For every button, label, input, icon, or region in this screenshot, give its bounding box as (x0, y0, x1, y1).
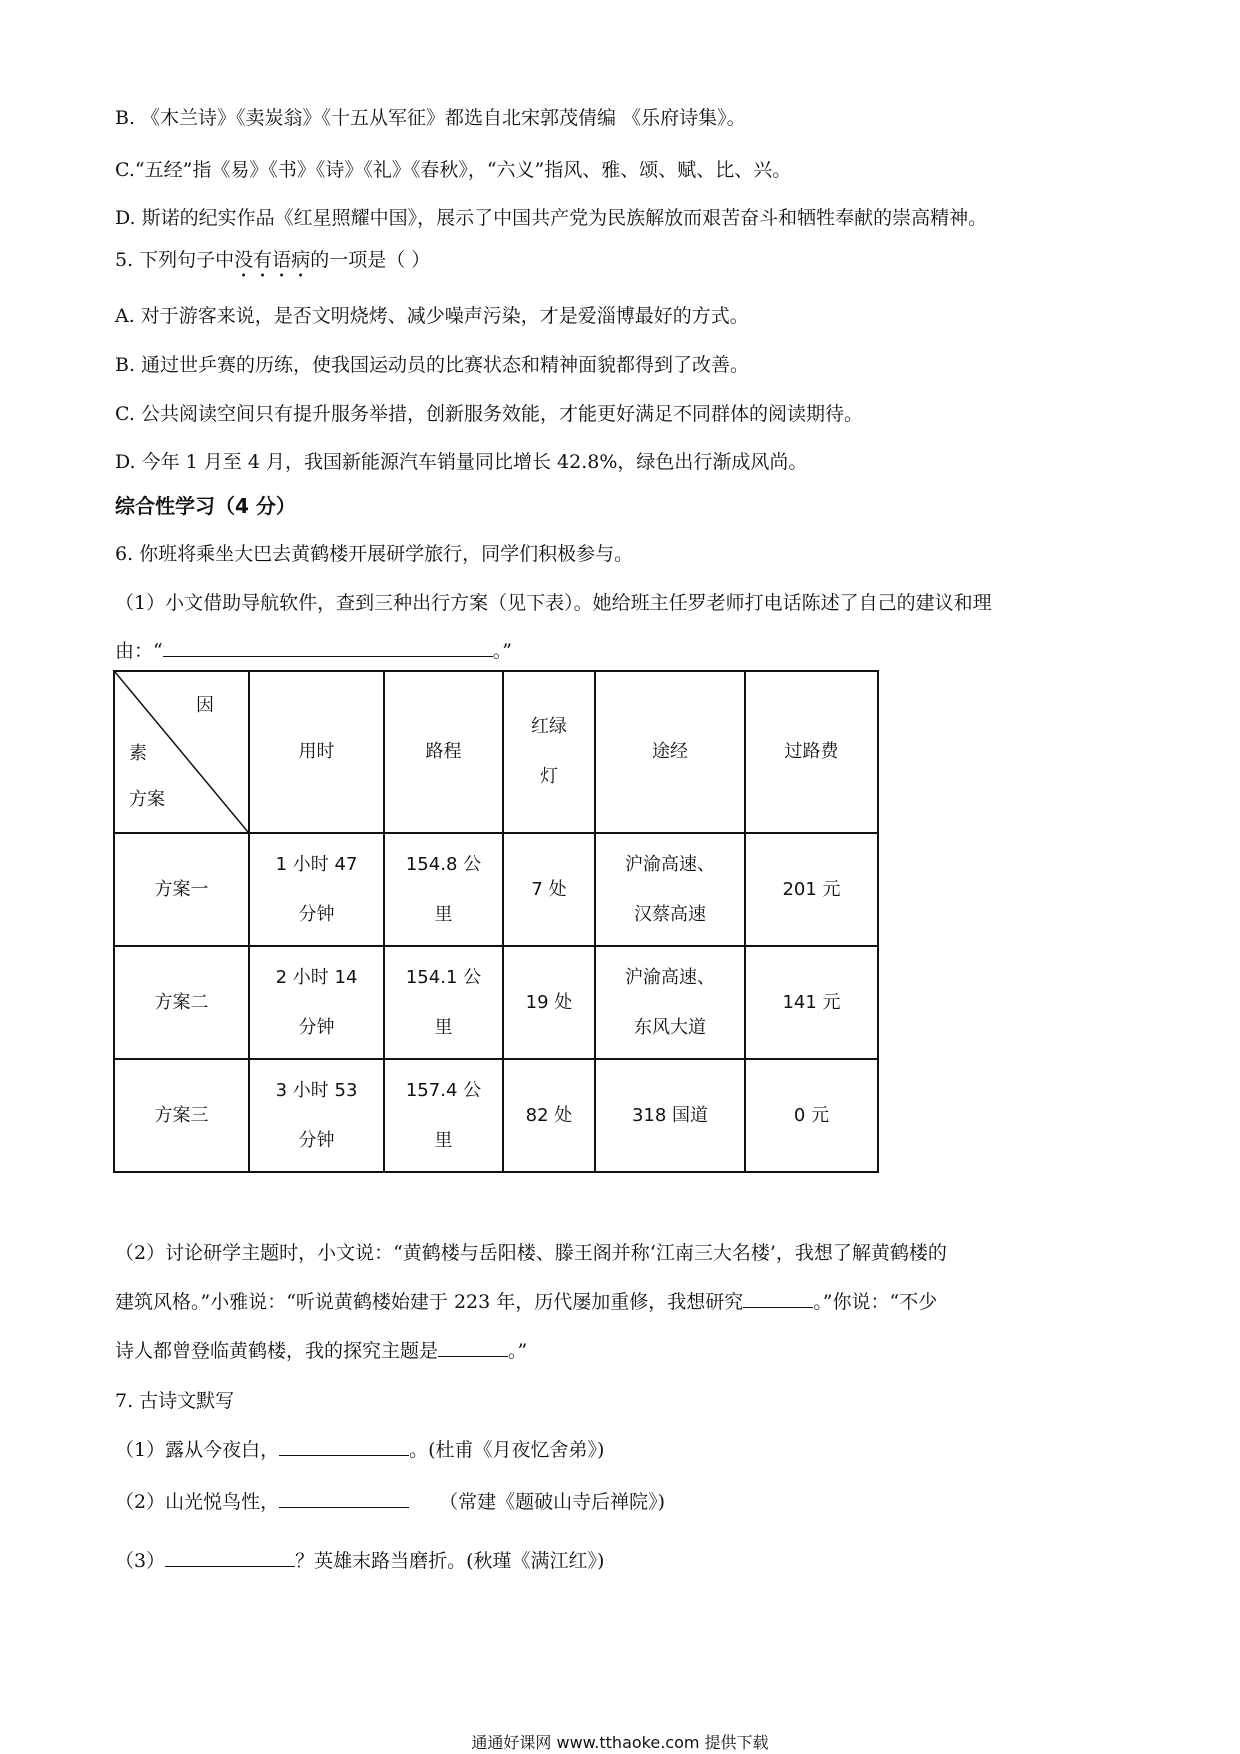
q7-blank-2[interactable] (279, 1489, 409, 1508)
q6-part2-blank-1[interactable] (743, 1289, 813, 1308)
plan-lights: 19 处 (503, 946, 595, 1059)
plan-route-1: 沪渝高速、 (625, 966, 715, 988)
plan-toll: 0 元 (745, 1059, 878, 1172)
q7-line-1-a: （1）露从今夜白， (115, 1439, 280, 1461)
header-toll: 过路费 (745, 671, 878, 833)
plan-distance (384, 833, 503, 946)
section-title: 综合性学习（4 分） (115, 494, 296, 518)
q5-option-c: C. 公共阅读空间只有提升服务举措，创新服务效能，才能更好满足不同群体的阅读期待。 (115, 403, 863, 425)
table-row (114, 833, 878, 946)
plan-time-1: 1 小时 47 (275, 853, 358, 875)
plan-route-2: 东风大道 (634, 1016, 706, 1038)
plan-route (595, 833, 745, 946)
plan-distance (384, 1059, 503, 1172)
plan-time (249, 1059, 384, 1172)
q6-part2-line3 (115, 1338, 527, 1364)
q6-part1-line1: （1）小文借助导航软件，查到三种出行方案（见下表）。她给班主任罗老师打电话陈述了自己的建议和理 (115, 592, 992, 614)
q6-part2-text-b: 。”你说：“不少 (813, 1291, 938, 1313)
q7-line-2 (115, 1489, 665, 1515)
plan-distance-2: 里 (434, 1016, 453, 1038)
plan-distance-1: 157.4 公 (405, 1079, 482, 1101)
plan-time-2: 分钟 (298, 1016, 335, 1038)
q7-blank-1[interactable] (279, 1437, 409, 1456)
plan-time-1: 3 小时 53 (275, 1079, 358, 1101)
q5-option-b: B. 通过世乒赛的历练，使我国运动员的比赛状态和精神面貌都得到了改善。 (115, 354, 750, 376)
q6-part2-text-d: 。” (508, 1340, 528, 1362)
plan-distance-1: 154.1 公 (405, 966, 482, 988)
q4-option-d: D. 斯诺的纪实作品《红星照耀中国》，展示了中国共产党为民族解放而艰苦奋斗和牺牲奉献的崇高精神。 (115, 207, 988, 229)
q6-part2-text-c: 诗人都曾登临黄鹤楼，我的探究主题是 (115, 1340, 439, 1362)
q7-line-1 (115, 1437, 604, 1463)
q7-line-2-a: （2）山光悦鸟性， (115, 1491, 280, 1513)
header-lights-2: 灯 (540, 766, 558, 787)
corner-label-top: 因 (196, 695, 214, 716)
q7-line-2-b: （常建《题破山寺后禅院》) (439, 1491, 666, 1513)
plan-time-1: 2 小时 14 (275, 966, 358, 988)
q6-part2-line1: （2）讨论研学主题时，小文说：“黄鹤楼与岳阳楼、滕王阁并称‘江南三大名楼’，我想了解黄鹤楼的 (115, 1242, 947, 1264)
q7-line-3-a: （3） (115, 1550, 166, 1572)
q5-stem-prefix: 5. 下列句子中 (115, 249, 235, 271)
plan-lights: 7 处 (503, 833, 595, 946)
header-route: 途经 (595, 671, 745, 833)
q5-option-d: D. 今年 1 月至 4 月，我国新能源汽车销量同比增长 42.8%，绿色出行渐成风尚。 (115, 451, 808, 473)
table-row (114, 1059, 878, 1172)
plan-time-2: 分钟 (298, 1129, 335, 1151)
q7-stem: 7. 古诗文默写 (115, 1390, 235, 1412)
q6-part1-line2 (115, 638, 512, 664)
q5-option-a: A. 对于游客来说，是否文明烧烤、减少噪声污染，才是爱淄博最好的方式。 (115, 305, 749, 327)
plan-name: 方案二 (114, 946, 249, 1059)
plan-distance-1: 154.8 公 (405, 853, 482, 875)
q5-stem-emphasis: 没有语病 (234, 249, 311, 271)
plan-toll: 201 元 (745, 833, 878, 946)
header-time: 用时 (249, 671, 384, 833)
plan-time (249, 946, 384, 1059)
q6-part2-line2 (115, 1289, 937, 1315)
q7-line-1-b: 。(杜甫《月夜忆舍弟》) (409, 1439, 605, 1461)
q5-stem (115, 247, 430, 282)
route-plans-table (113, 670, 879, 1173)
plan-toll: 141 元 (745, 946, 878, 1059)
plan-name: 方案三 (114, 1059, 249, 1172)
q6-part1-open: 由：“ (115, 640, 163, 662)
plan-distance (384, 946, 503, 1059)
plan-distance-2: 里 (434, 1129, 453, 1151)
footer-source: 通通好课网 www.tthaoke.com 提供下载 (471, 1733, 769, 1752)
corner-label-bottom: 方案 (129, 789, 165, 810)
q4-option-b: B. 《木兰诗》《卖炭翁》《十五从军征》都选自北宋郭茂倩编 《乐府诗集》。 (115, 107, 746, 129)
q6-part1-blank[interactable] (163, 638, 493, 657)
q4-option-c: C.“五经”指《易》《书》《诗》《礼》《春秋》，“六义”指风、雅、颂、赋、比、兴。 (115, 159, 792, 181)
header-distance: 路程 (384, 671, 503, 833)
plan-name: 方案一 (114, 833, 249, 946)
corner-label-mid: 素 (129, 743, 147, 764)
table-row (114, 946, 878, 1059)
plan-time (249, 833, 384, 946)
q6-part1-close: 。” (492, 640, 512, 662)
plan-route (595, 946, 745, 1059)
plan-route-1: 沪渝高速、 (625, 853, 715, 875)
q7-blank-3[interactable] (165, 1548, 295, 1567)
diagonal-corner-cell (114, 671, 249, 833)
plan-route: 318 国道 (595, 1059, 745, 1172)
plan-lights: 82 处 (503, 1059, 595, 1172)
table-header-row (114, 671, 878, 833)
plan-time-2: 分钟 (298, 903, 335, 925)
q7-line-3-b: ？英雄末路当磨折。(秋瑾《满江红》) (295, 1550, 605, 1572)
q6-part2-blank-2[interactable] (438, 1338, 508, 1357)
header-lights (503, 671, 595, 833)
q6-part2-text-a: 建筑风格。”小雅说：“听说黄鹤楼始建于 223 年，历代屡加重修，我想研究 (115, 1291, 744, 1313)
header-lights-1: 红绿 (531, 716, 567, 737)
q7-line-3 (115, 1548, 604, 1574)
q6-stem: 6. 你班将乘坐大巴去黄鹤楼开展研学旅行，同学们积极参与。 (115, 543, 634, 565)
plan-route-2: 汉蔡高速 (634, 903, 706, 925)
plan-distance-2: 里 (434, 903, 453, 925)
q5-stem-suffix: 的一项是（ ） (310, 249, 431, 271)
